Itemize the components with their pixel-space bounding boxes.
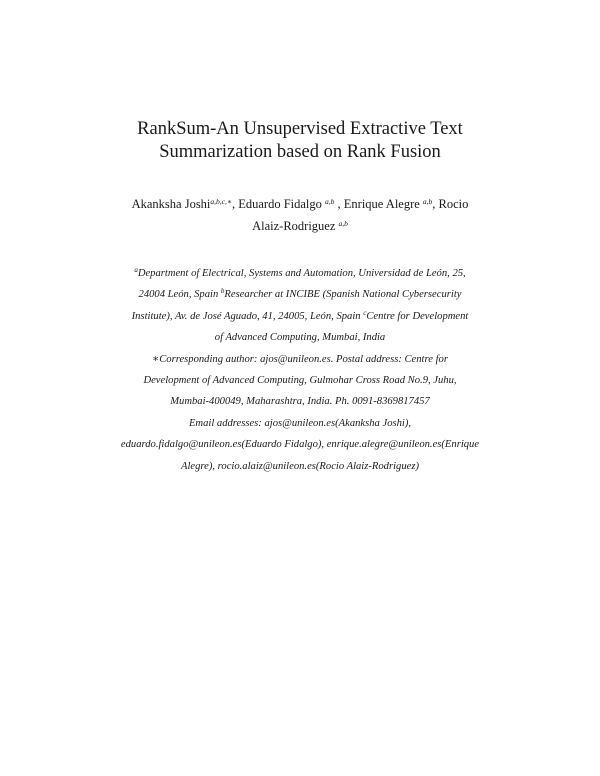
postal-address-line: Mumbai-400049, Maharashtra, India. Ph. 0091-8369817457 — [170, 396, 430, 408]
postal-address-line: Development of Advanced Computing, Gulmohar Cross Road No.9, Juhu, — [143, 375, 457, 387]
author-list — [70, 193, 530, 237]
affiliation-line: of Advanced Computing, Mumbai, India — [214, 332, 386, 344]
email-addresses-line: eduardo.fidalgo@unileon.es(Eduardo Fidalgo), enrique.alegre@unileon.es(Enrique — [120, 439, 480, 451]
affiliation-line — [100, 263, 500, 284]
paper-title — [60, 118, 540, 164]
affiliation-line — [100, 284, 500, 305]
affiliation-text: Institute), Av. de José Aguado, 41, 24005, León, Spain — [131, 310, 364, 322]
affiliation-marker: c — [363, 308, 367, 317]
email-addresses-line: Alegre), rocio.alaiz@unileon.es(Rocio Alaiz-Rodriguez) — [181, 460, 419, 472]
author-line-1 — [70, 193, 530, 215]
affiliation-marker: a — [134, 266, 138, 274]
author-name: Alaiz-Rodriguez — [252, 219, 336, 233]
title-line-1: RankSum-An Unsupervised Extractive Text — [137, 119, 463, 139]
affiliation-text: Researcher at INCIBE (Spanish National Cybersecurity — [224, 289, 462, 301]
author-affiliation-marker: a,b,c,∗ — [210, 197, 232, 206]
author-name: , Enrique Alegre — [337, 197, 420, 211]
author-affiliation-marker: a,b — [422, 197, 433, 206]
author-name: , Eduardo Fidalgo — [231, 197, 322, 211]
affiliation-marker: b — [220, 287, 225, 296]
affiliations-block — [100, 263, 500, 477]
title-line-2: Summarization based on Rank Fusion — [159, 142, 441, 162]
email-addresses-line: Email addresses: ajos@unileon.es(Akanksha Joshi), — [188, 417, 412, 429]
author-affiliation-marker: a,b — [338, 219, 348, 228]
affiliation-text: Department of Electrical, Systems and Automation, Universidad de León, 25, — [137, 268, 466, 279]
author-name: Akanksha Joshi — [131, 197, 211, 211]
corresponding-author-line: ∗Corresponding author: ajos@unileon.es. Postal address: Centre for — [152, 353, 448, 365]
author-line-2 — [70, 215, 530, 237]
affiliation-line — [100, 306, 500, 327]
author-affiliation-marker: a,b — [325, 197, 335, 206]
affiliation-text: Centre for Development — [366, 310, 469, 322]
author-name: , Rocio — [432, 197, 469, 211]
affiliation-text: 24004 León, Spain — [138, 289, 221, 301]
